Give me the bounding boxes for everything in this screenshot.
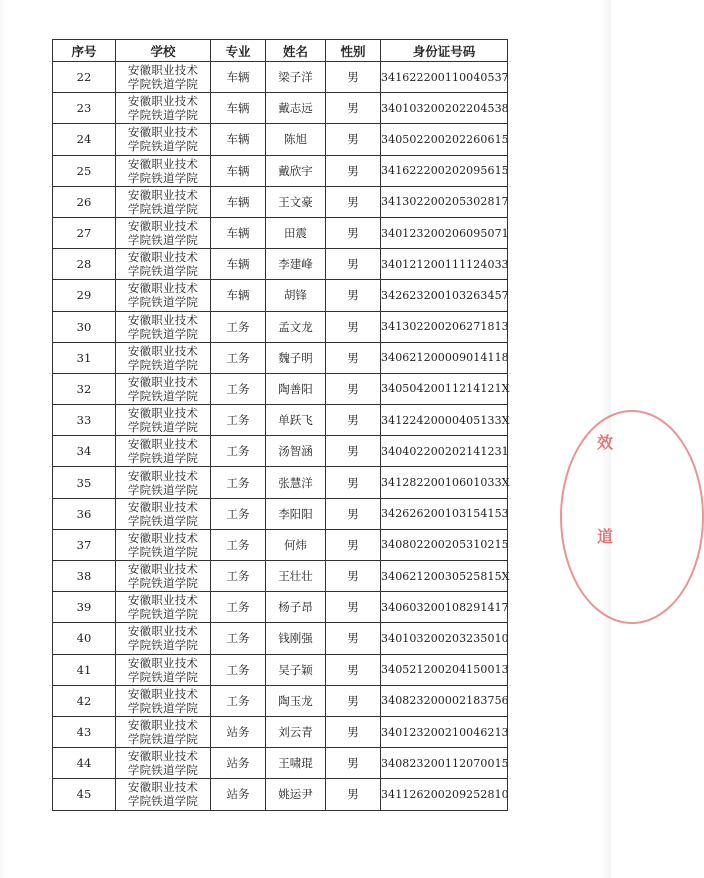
cell-name: 单跃飞 (266, 405, 326, 436)
cell-gender: 男 (326, 373, 381, 404)
cell-major: 工务 (211, 529, 266, 560)
school-line-2: 学院铁道学院 (127, 794, 199, 809)
school-line-1: 安徽职业技术 (127, 94, 199, 109)
cell-name: 钱刚强 (266, 623, 326, 654)
school-line-1: 安徽职业技术 (127, 156, 199, 171)
school-line-2: 学院铁道学院 (127, 513, 199, 528)
cell-id-number: 341126200209252810 (381, 779, 508, 810)
cell-index: 26 (53, 186, 116, 217)
school-line-1: 安徽职业技术 (127, 63, 199, 78)
cell-gender: 男 (326, 93, 381, 124)
cell-gender: 男 (326, 561, 381, 592)
stamp-text-bottom: 道 (597, 527, 614, 546)
cell-index: 22 (53, 62, 116, 93)
cell-gender: 男 (326, 436, 381, 467)
school-line-1: 安徽职业技术 (127, 343, 199, 358)
table-row (53, 467, 508, 498)
cell-major: 车辆 (211, 217, 266, 248)
school-line-1: 安徽职业技术 (127, 593, 199, 608)
school-line-2: 学院铁道学院 (127, 201, 199, 216)
school-line-2: 学院铁道学院 (127, 233, 199, 248)
cell-school (116, 623, 211, 654)
school-line-2: 学院铁道学院 (127, 357, 199, 372)
cell-major: 工务 (211, 405, 266, 436)
cell-index: 28 (53, 249, 116, 280)
table-row (53, 561, 508, 592)
table-row (53, 592, 508, 623)
cell-school (116, 373, 211, 404)
cell-name: 汤智涵 (266, 436, 326, 467)
cell-id-number: 340802200205310215 (381, 529, 508, 560)
cell-id-number: 340402200202141231 (381, 436, 508, 467)
cell-id-number: 340621200009014118 (381, 342, 508, 373)
cell-school (116, 280, 211, 311)
school-line-2: 学院铁道学院 (127, 700, 199, 715)
cell-gender: 男 (326, 217, 381, 248)
school-line-1: 安徽职业技术 (127, 250, 199, 265)
cell-school (116, 124, 211, 155)
cell-index: 41 (53, 654, 116, 685)
cell-index: 32 (53, 373, 116, 404)
cell-gender: 男 (326, 592, 381, 623)
cell-major: 站务 (211, 779, 266, 810)
header-major: 专业 (211, 40, 266, 62)
school-line-1: 安徽职业技术 (127, 499, 199, 514)
school-line-2: 学院铁道学院 (127, 326, 199, 341)
school-line-2: 学院铁道学院 (127, 139, 199, 154)
cell-school (116, 186, 211, 217)
school-line-1: 安徽职业技术 (127, 780, 199, 795)
cell-name: 姚运尹 (266, 779, 326, 810)
cell-school (116, 93, 211, 124)
cell-index: 37 (53, 529, 116, 560)
school-line-1: 安徽职业技术 (127, 562, 199, 577)
table-row (53, 342, 508, 373)
table-row (53, 748, 508, 779)
header-school: 学校 (116, 40, 211, 62)
cell-gender: 男 (326, 498, 381, 529)
cell-school (116, 592, 211, 623)
cell-id-number: 34128220010601033X (381, 467, 508, 498)
cell-name: 陈旭 (266, 124, 326, 155)
school-line-1: 安徽职业技术 (127, 125, 199, 140)
cell-id-number: 341622200202095615 (381, 155, 508, 186)
cell-gender: 男 (326, 62, 381, 93)
table-row (53, 436, 508, 467)
cell-index: 29 (53, 280, 116, 311)
table-row (53, 716, 508, 747)
table-row (53, 529, 508, 560)
table-row (53, 155, 508, 186)
table-row (53, 124, 508, 155)
cell-name: 李阳阳 (266, 498, 326, 529)
cell-major: 站务 (211, 748, 266, 779)
cell-school (116, 685, 211, 716)
school-line-2: 学院铁道学院 (127, 638, 199, 653)
cell-school (116, 155, 211, 186)
cell-major: 工务 (211, 342, 266, 373)
cell-major: 车辆 (211, 186, 266, 217)
cell-name: 王啸琨 (266, 748, 326, 779)
cell-school (116, 217, 211, 248)
table-row (53, 498, 508, 529)
cell-gender: 男 (326, 342, 381, 373)
cell-name: 张慧洋 (266, 467, 326, 498)
cell-name: 梁子洋 (266, 62, 326, 93)
cell-school (116, 249, 211, 280)
school-line-1: 安徽职业技术 (127, 187, 199, 202)
cell-gender: 男 (326, 249, 381, 280)
cell-name: 田震 (266, 217, 326, 248)
header-gender: 性别 (326, 40, 381, 62)
cell-gender: 男 (326, 467, 381, 498)
cell-id-number: 340123200210046213 (381, 716, 508, 747)
cell-school (116, 311, 211, 342)
cell-school (116, 436, 211, 467)
cell-index: 30 (53, 311, 116, 342)
school-line-2: 学院铁道学院 (127, 264, 199, 279)
table-row (53, 405, 508, 436)
cell-major: 工务 (211, 561, 266, 592)
cell-index: 24 (53, 124, 116, 155)
cell-gender: 男 (326, 124, 381, 155)
school-line-2: 学院铁道学院 (127, 732, 199, 747)
school-line-1: 安徽职业技术 (127, 624, 199, 639)
cell-id-number: 340823200002183756 (381, 685, 508, 716)
cell-major: 工务 (211, 311, 266, 342)
cell-name: 戴欣宇 (266, 155, 326, 186)
cell-id-number: 340502200202260615 (381, 124, 508, 155)
cell-id-number: 340823200112070015 (381, 748, 508, 779)
cell-name: 杨子昂 (266, 592, 326, 623)
cell-major: 车辆 (211, 280, 266, 311)
school-line-2: 学院铁道学院 (127, 451, 199, 466)
cell-name: 戴志远 (266, 93, 326, 124)
cell-school (116, 748, 211, 779)
cell-id-number: 342626200103154153 (381, 498, 508, 529)
school-line-1: 安徽职业技术 (127, 686, 199, 701)
cell-gender: 男 (326, 529, 381, 560)
cell-index: 44 (53, 748, 116, 779)
cell-name: 魏子明 (266, 342, 326, 373)
cell-gender: 男 (326, 311, 381, 342)
cell-name: 刘云青 (266, 716, 326, 747)
cell-index: 42 (53, 685, 116, 716)
cell-school (116, 342, 211, 373)
cell-school (116, 779, 211, 810)
cell-id-number: 341302200206271813 (381, 311, 508, 342)
cell-index: 43 (53, 716, 116, 747)
cell-gender: 男 (326, 716, 381, 747)
cell-major: 工务 (211, 685, 266, 716)
cell-school (116, 498, 211, 529)
cell-index: 40 (53, 623, 116, 654)
cell-gender: 男 (326, 654, 381, 685)
cell-name: 王壮壮 (266, 561, 326, 592)
cell-index: 34 (53, 436, 116, 467)
cell-major: 工务 (211, 592, 266, 623)
cell-id-number: 34122420000405133X (381, 405, 508, 436)
cell-name: 陶玉龙 (266, 685, 326, 716)
cell-id-number: 341302200205302817 (381, 186, 508, 217)
cell-gender: 男 (326, 779, 381, 810)
cell-index: 38 (53, 561, 116, 592)
cell-school (116, 716, 211, 747)
cell-name: 何炜 (266, 529, 326, 560)
table-body (53, 62, 508, 811)
cell-id-number: 341622200110040537 (381, 62, 508, 93)
cell-major: 车辆 (211, 124, 266, 155)
cell-id-number: 342623200103263457 (381, 280, 508, 311)
cell-id-number: 340103200203235010 (381, 623, 508, 654)
cell-name: 吴子颖 (266, 654, 326, 685)
cell-gender: 男 (326, 405, 381, 436)
table-row (53, 93, 508, 124)
cell-index: 39 (53, 592, 116, 623)
cell-major: 工务 (211, 623, 266, 654)
table-row (53, 623, 508, 654)
cell-major: 工务 (211, 436, 266, 467)
school-line-2: 学院铁道学院 (127, 77, 199, 92)
stamp-text-top: 效 (597, 433, 614, 452)
table-row (53, 373, 508, 404)
cell-id-number: 340603200108291417 (381, 592, 508, 623)
table-row (53, 217, 508, 248)
table-row (53, 654, 508, 685)
cell-school (116, 405, 211, 436)
school-line-2: 学院铁道学院 (127, 482, 199, 497)
cell-id-number: 340103200202204538 (381, 93, 508, 124)
cell-index: 25 (53, 155, 116, 186)
cell-major: 工务 (211, 373, 266, 404)
table-row (53, 779, 508, 810)
school-line-1: 安徽职业技术 (127, 718, 199, 733)
cell-name: 王文豪 (266, 186, 326, 217)
header-id-number: 身份证号码 (381, 40, 508, 62)
table-row (53, 62, 508, 93)
cell-id-number: 340521200204150013 (381, 654, 508, 685)
school-line-2: 学院铁道学院 (127, 763, 199, 778)
cell-name: 胡锋 (266, 280, 326, 311)
school-line-2: 学院铁道学院 (127, 388, 199, 403)
cell-school (116, 529, 211, 560)
header-row (53, 40, 508, 62)
cell-school (116, 654, 211, 685)
school-line-1: 安徽职业技术 (127, 374, 199, 389)
cell-gender: 男 (326, 748, 381, 779)
school-line-2: 学院铁道学院 (127, 576, 199, 591)
cell-gender: 男 (326, 685, 381, 716)
cell-index: 45 (53, 779, 116, 810)
cell-name: 陶善阳 (266, 373, 326, 404)
school-line-2: 学院铁道学院 (127, 420, 199, 435)
school-line-1: 安徽职业技术 (127, 406, 199, 421)
cell-id-number: 340121200111124033 (381, 249, 508, 280)
school-line-1: 安徽职业技术 (127, 749, 199, 764)
cell-school (116, 62, 211, 93)
student-table (52, 39, 508, 811)
cell-major: 工务 (211, 467, 266, 498)
school-line-1: 安徽职业技术 (127, 655, 199, 670)
cell-major: 车辆 (211, 155, 266, 186)
cell-id-number: 34050420011214121X (381, 373, 508, 404)
cell-index: 23 (53, 93, 116, 124)
school-line-1: 安徽职业技术 (127, 219, 199, 234)
header-index: 序号 (53, 40, 116, 62)
cell-index: 33 (53, 405, 116, 436)
table-row (53, 280, 508, 311)
cell-gender: 男 (326, 155, 381, 186)
school-line-1: 安徽职业技术 (127, 312, 199, 327)
school-line-1: 安徽职业技术 (127, 468, 199, 483)
school-line-2: 学院铁道学院 (127, 170, 199, 185)
cell-major: 车辆 (211, 249, 266, 280)
cell-school (116, 561, 211, 592)
cell-major: 车辆 (211, 93, 266, 124)
cell-major: 工务 (211, 654, 266, 685)
table-row (53, 186, 508, 217)
school-line-1: 安徽职业技术 (127, 437, 199, 452)
school-line-2: 学院铁道学院 (127, 544, 199, 559)
cell-major: 工务 (211, 498, 266, 529)
cell-index: 35 (53, 467, 116, 498)
table-row (53, 685, 508, 716)
cell-name: 李建峰 (266, 249, 326, 280)
cell-id-number: 34062120030525815X (381, 561, 508, 592)
school-line-2: 学院铁道学院 (127, 108, 199, 123)
school-line-2: 学院铁道学院 (127, 295, 199, 310)
school-line-2: 学院铁道学院 (127, 669, 199, 684)
school-line-1: 安徽职业技术 (127, 281, 199, 296)
cell-index: 27 (53, 217, 116, 248)
cell-index: 31 (53, 342, 116, 373)
cell-major: 站务 (211, 716, 266, 747)
table-row (53, 311, 508, 342)
cell-index: 36 (53, 498, 116, 529)
cell-name: 孟文龙 (266, 311, 326, 342)
header-name: 姓名 (266, 40, 326, 62)
cell-gender: 男 (326, 280, 381, 311)
cell-gender: 男 (326, 186, 381, 217)
school-line-1: 安徽职业技术 (127, 530, 199, 545)
school-line-2: 学院铁道学院 (127, 607, 199, 622)
cell-id-number: 340123200206095071 (381, 217, 508, 248)
cell-school (116, 467, 211, 498)
cell-gender: 男 (326, 623, 381, 654)
table-row (53, 249, 508, 280)
cell-major: 车辆 (211, 62, 266, 93)
